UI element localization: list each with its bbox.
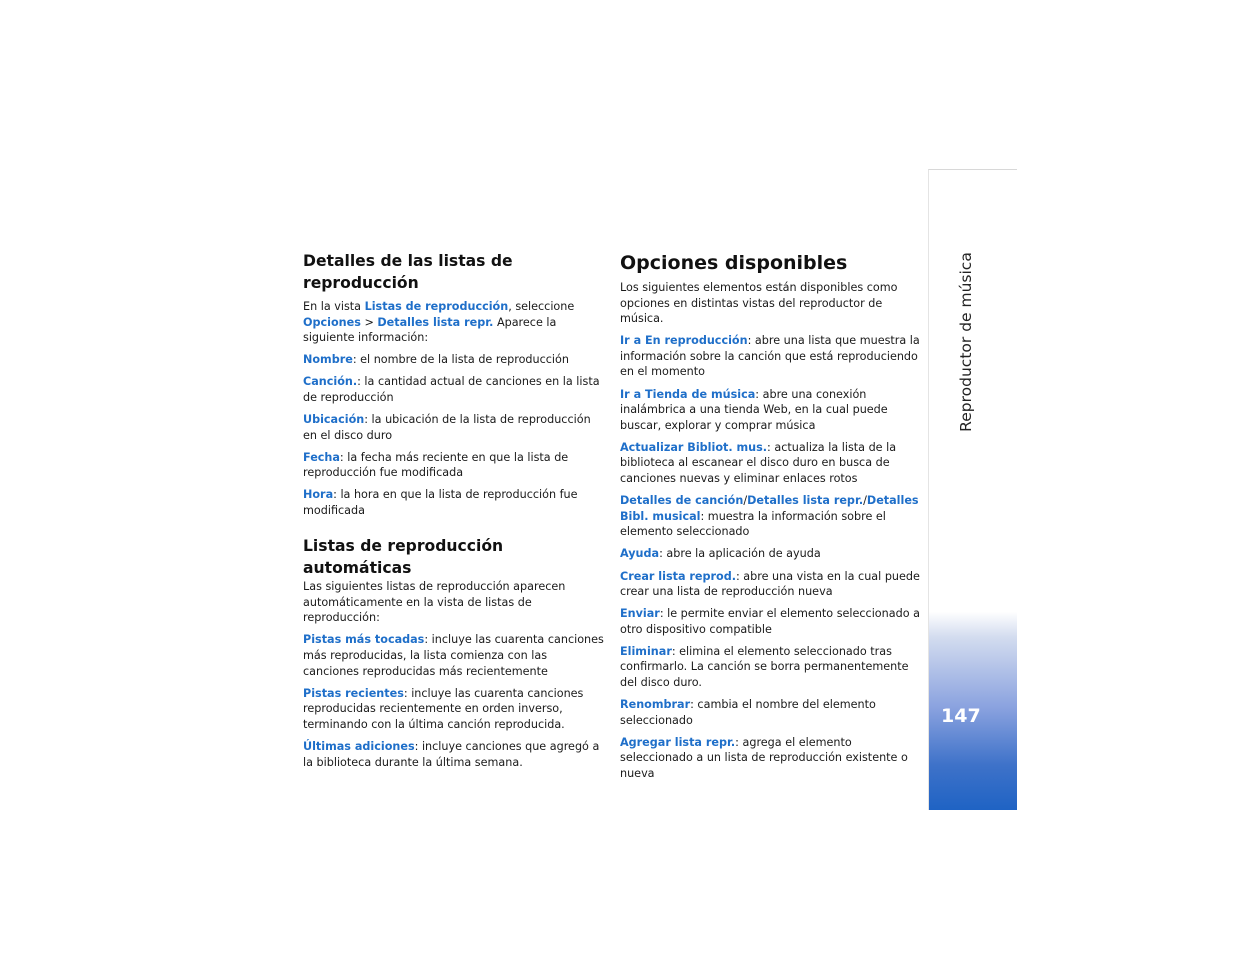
- detail-desc: : la hora en que la lista de reproducción fue modificada: [303, 488, 578, 518]
- spacer: [303, 525, 605, 535]
- option-item: [620, 644, 920, 691]
- option-desc: : abre la aplicación de ayuda: [659, 547, 821, 561]
- option-term: Enviar: [620, 607, 660, 621]
- option-term: Ir a En reproducción: [620, 334, 748, 348]
- detail-desc: : la ubicación de la lista de reproducción en el disco duro: [303, 413, 591, 442]
- detail-desc: : la fecha más reciente en que la lista de reproducción fue modificada: [303, 450, 569, 480]
- auto-term: Últimas adiciones: [303, 739, 415, 753]
- intro-text: En la vista: [303, 300, 365, 313]
- auto-term: Pistas más tocadas: [303, 633, 425, 647]
- option-term: Ayuda: [620, 547, 660, 561]
- intro-text: >: [360, 315, 378, 329]
- option-item: [620, 569, 920, 600]
- intro-paragraph: [303, 299, 605, 346]
- detail-item: [303, 450, 605, 481]
- separator: /: [863, 494, 867, 508]
- intro-text: Aparece la siguiente información:: [303, 315, 557, 345]
- option-desc: : muestra la información sobre el elemento seleccionado: [620, 509, 886, 539]
- detail-term: Nombre: [303, 353, 353, 367]
- option-desc: : le permite enviar el elemento seleccionado a otro dispositivo compatible: [620, 607, 920, 636]
- auto-item: [303, 632, 605, 679]
- option-desc: : elimina el elemento seleccionado tras confirmarlo. La canción se borra permanentemente del disco duro.: [620, 644, 909, 690]
- option-desc: : abre una conexión inalámbrica a una tienda Web, en la cual puede buscar, explorar y comprar música: [620, 387, 888, 432]
- term-options: Opciones: [303, 315, 361, 329]
- detail-term: Canción.: [303, 375, 358, 389]
- option-term: Renombrar: [620, 698, 691, 712]
- detail-term: Hora: [303, 488, 334, 502]
- detail-desc: : la cantidad actual de canciones en la lista de reproducción: [303, 375, 600, 404]
- section-title-auto-playlists: Listas de reproducción automáticas: [303, 537, 504, 578]
- detail-desc: : el nombre de la lista de reproducción: [352, 353, 569, 367]
- option-desc: : agrega el elemento seleccionado a un lista de reproducción existente o nueva: [620, 735, 908, 781]
- option-item: [620, 387, 920, 434]
- separator: /: [743, 494, 748, 508]
- left-column: [303, 250, 605, 777]
- option-item-details: [620, 493, 920, 540]
- option-item: [620, 606, 920, 637]
- detail-term: Ubicación: [303, 413, 365, 427]
- option-item: [620, 440, 920, 487]
- auto-item: [303, 686, 605, 733]
- option-desc: : abre una vista en la cual puede crear una lista de reproducción nueva: [620, 569, 920, 599]
- option-term: Detalles de canción: [620, 494, 744, 508]
- option-term: Actualizar Bibliot. mus.: [620, 440, 768, 454]
- option-desc: : abre una lista que muestra la información sobre la canción que está reproduciendo en el momento: [620, 334, 920, 379]
- chapter-title: Reproductor de música: [957, 252, 975, 432]
- options-intro: Los siguientes elementos están disponibles como opciones en distintas vistas del reproductor de música.: [620, 281, 898, 326]
- option-term: Crear lista reprod.: [620, 569, 736, 583]
- auto-term: Pistas recientes: [303, 686, 404, 700]
- option-item: [620, 333, 920, 380]
- option-item: [620, 546, 920, 562]
- detail-item: [303, 487, 605, 518]
- page-number: 147: [941, 705, 981, 727]
- intro-text: , seleccione: [508, 300, 575, 313]
- option-term: Ir a Tienda de música: [620, 387, 756, 401]
- term-playlists: Listas de reproducción: [364, 300, 509, 313]
- option-desc: : cambia el nombre del elemento seleccionado: [620, 698, 876, 727]
- auto-desc: : incluye las cuarenta canciones reproducidas recientemente en orden inverso, terminando con la última canción reproducida.: [303, 686, 584, 731]
- detail-term: Fecha: [303, 450, 340, 464]
- option-item: [620, 735, 920, 782]
- detail-item: [303, 352, 605, 368]
- auto-item: [303, 739, 605, 770]
- detail-item: [303, 412, 605, 443]
- option-term: Detalles lista repr.: [747, 494, 864, 508]
- detail-item: [303, 374, 605, 405]
- term-playlist-details: Detalles lista repr.: [377, 315, 494, 329]
- option-term: Detalles Bibl. musical: [620, 494, 919, 523]
- intro2-paragraph: Las siguientes listas de reproducción aparecen automáticamente en la vista de listas de reproducción:: [303, 580, 566, 625]
- option-item: [620, 697, 920, 728]
- option-desc: : actualiza la lista de la biblioteca al escanear el disco duro en busca de canciones nuevas y eliminar enlaces rotos: [620, 440, 897, 486]
- right-column: [620, 250, 920, 788]
- option-term: Agregar lista repr.: [620, 735, 736, 749]
- section-title-available-options: Opciones disponibles: [620, 252, 848, 274]
- auto-desc: : incluye las cuarenta canciones más reproducidas, la lista comienza con las canciones reproducidas más recientemente: [303, 633, 604, 678]
- section-title-playlist-details: Detalles de las listas de reproducción: [303, 252, 513, 292]
- option-term: Eliminar: [620, 644, 672, 658]
- auto-desc: : incluye canciones que agregó a la biblioteca durante la última semana.: [303, 739, 600, 769]
